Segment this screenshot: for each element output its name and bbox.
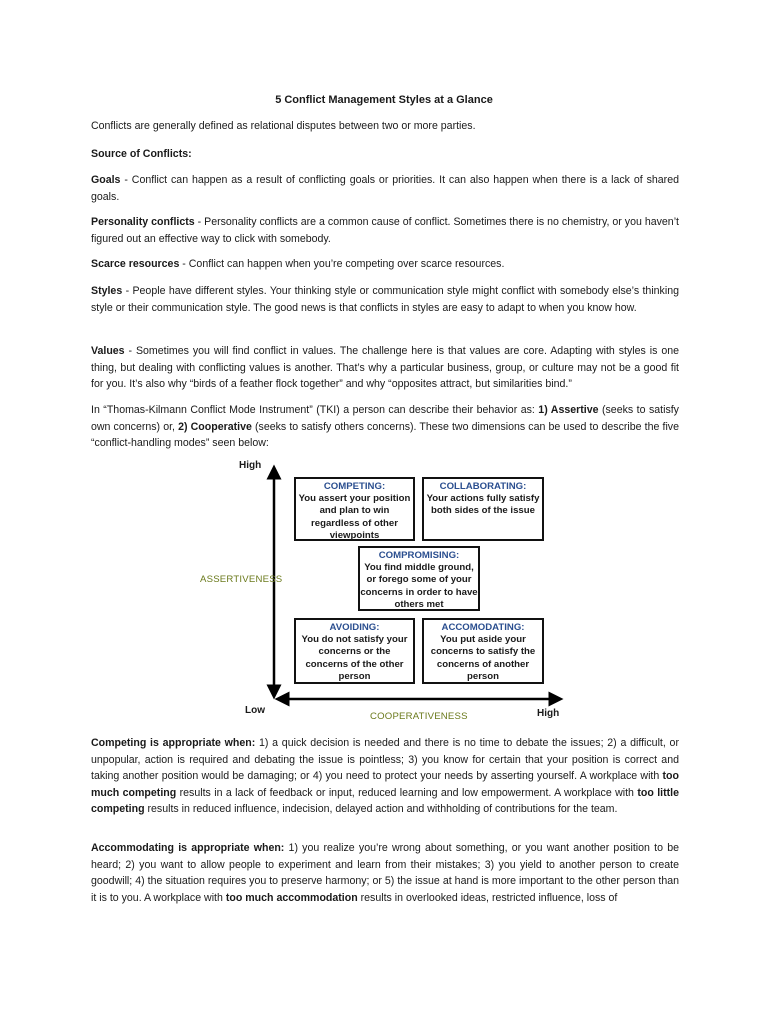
- para-bold: too little competing: [91, 786, 679, 816]
- box-body: You assert your position and plan to win regardless of other viewpoints: [298, 493, 411, 541]
- box-title: COMPETING:: [323, 481, 386, 492]
- x-axis-title: COOPERATIVENESS: [370, 711, 468, 722]
- x-axis-high-label: High: [537, 708, 560, 719]
- competing-heading: Competing is appropriate when:: [91, 737, 256, 749]
- x-axis-low-label: Low: [245, 705, 265, 716]
- source-term: Scarce resources: [91, 258, 180, 270]
- y-axis-title: ASSERTIVENESS: [200, 574, 283, 585]
- box-title: COMPROMISING:: [378, 550, 460, 561]
- box-title: ACCOMODATING:: [441, 622, 525, 633]
- compromising-box: [358, 546, 480, 611]
- source-text: - Sometimes you will find conflict in values. The challenge here is that values are core. Adapting with styles is one thing, but dealing with conflicting values is another. That’s why a particular business, group, or culture may not be a good fit for you. It’s also why “birds of a feather flock together” and why “opposites attract, but similarities bind.”: [91, 345, 679, 391]
- competing-box: [294, 477, 415, 541]
- para-text: results in overlooked ideas, restricted influence, loss of: [357, 891, 618, 904]
- tki-cooperative: 2) Cooperative: [178, 420, 252, 433]
- source-personality: [91, 214, 679, 247]
- accommodating-paragraph: [91, 840, 679, 906]
- document-title: 5 Conflict Management Styles at a Glance: [275, 94, 493, 106]
- tki-text: In “Thomas-Kilmann Conflict Mode Instrument” (TKI) a person can describe their behavior as:: [91, 404, 539, 416]
- source-text: - Personality conflicts are a common cause of conflict. Sometimes there is no chemistry, or you haven’t figured out an effective way to click with somebody.: [91, 216, 679, 245]
- competing-paragraph: [91, 735, 679, 818]
- avoiding-box: [294, 618, 415, 684]
- source-term: Styles: [91, 285, 123, 297]
- source-styles: [91, 283, 679, 316]
- source-scarce-resources: [91, 256, 679, 273]
- box-title: COLLABORATING:: [439, 481, 527, 492]
- y-axis-high-label: High: [239, 460, 262, 471]
- source-values: [91, 343, 679, 393]
- para-text: 1) a quick decision is needed and there is no time to debate the issues; 2) a difficult, or unpopular, action is required and debating the issue is pointless; 3) you know for certain that your position is correct and taking another position would be damaging; or 4) you need to protect your needs by asserting yourself. A workplace with: [91, 737, 679, 783]
- para-bold: too much competing: [91, 770, 679, 799]
- box-body: You find middle ground, or forego some of your concerns in order to have others met: [360, 562, 478, 610]
- para-text: 1) you realize you’re wrong about something, or you want another position to be heard; 2) you want to allow people to experiment and learn from their mistakes; 3) you yield to another person to create goodwill; 4) the situation requires you to preserve harmony; or 5) the issue at hand is more important to the other person than it is to you. A workplace with: [91, 842, 679, 904]
- tki-text: (seeks to satisfy others concerns). These two dimensions can be used to describe the five “conflict-handling modes” seen below:: [91, 420, 679, 450]
- source-term: Personality conflicts: [91, 216, 195, 228]
- tki-diagram: [196, 456, 566, 728]
- para-text: results in a lack of feedback or input, reduced learning and low empowerment. A workplace with: [176, 786, 638, 799]
- source-goals: [91, 172, 679, 205]
- box-title: AVOIDING:: [329, 622, 380, 633]
- para-bold: too much accommodation: [225, 891, 358, 904]
- source-text: - Conflict can happen when you’re competing over scarce resources.: [179, 258, 505, 270]
- accomodating-box: [422, 618, 544, 684]
- para-text: results in reduced influence, indecision, delayed action and withholding of contributions for the team.: [144, 803, 618, 816]
- source-term: Goals: [91, 174, 121, 186]
- box-body: You do not satisfy your concerns or the concerns of the other person: [301, 634, 408, 682]
- tki-assertive: 1) Assertive: [538, 404, 599, 416]
- source-term: Values: [91, 345, 125, 357]
- tki-paragraph: [91, 402, 679, 452]
- collaborating-box: [422, 477, 544, 541]
- accommodating-heading: Accommodating is appropriate when:: [91, 842, 285, 854]
- sources-heading: Source of Conflicts:: [91, 148, 192, 160]
- box-body: You put aside your concerns to satisfy the concerns of another person: [430, 634, 536, 682]
- source-text: - Conflict can happen as a result of conflicting goals or priorities. It can also happen when there is a lack of shared goals.: [91, 174, 679, 203]
- source-text: - People have different styles. Your thinking style or communication style might conflict with somebody else’s thinking style or their communication style. The good news is that conflicts in styles are easy to adapt to when you know how.: [91, 285, 679, 314]
- box-body: Your actions fully satisfy both sides of the issue: [426, 493, 540, 517]
- intro-paragraph: Conflicts are generally defined as relational disputes between two or more parties.: [91, 120, 476, 132]
- tki-text: (seeks to satisfy own concerns) or,: [91, 404, 679, 433]
